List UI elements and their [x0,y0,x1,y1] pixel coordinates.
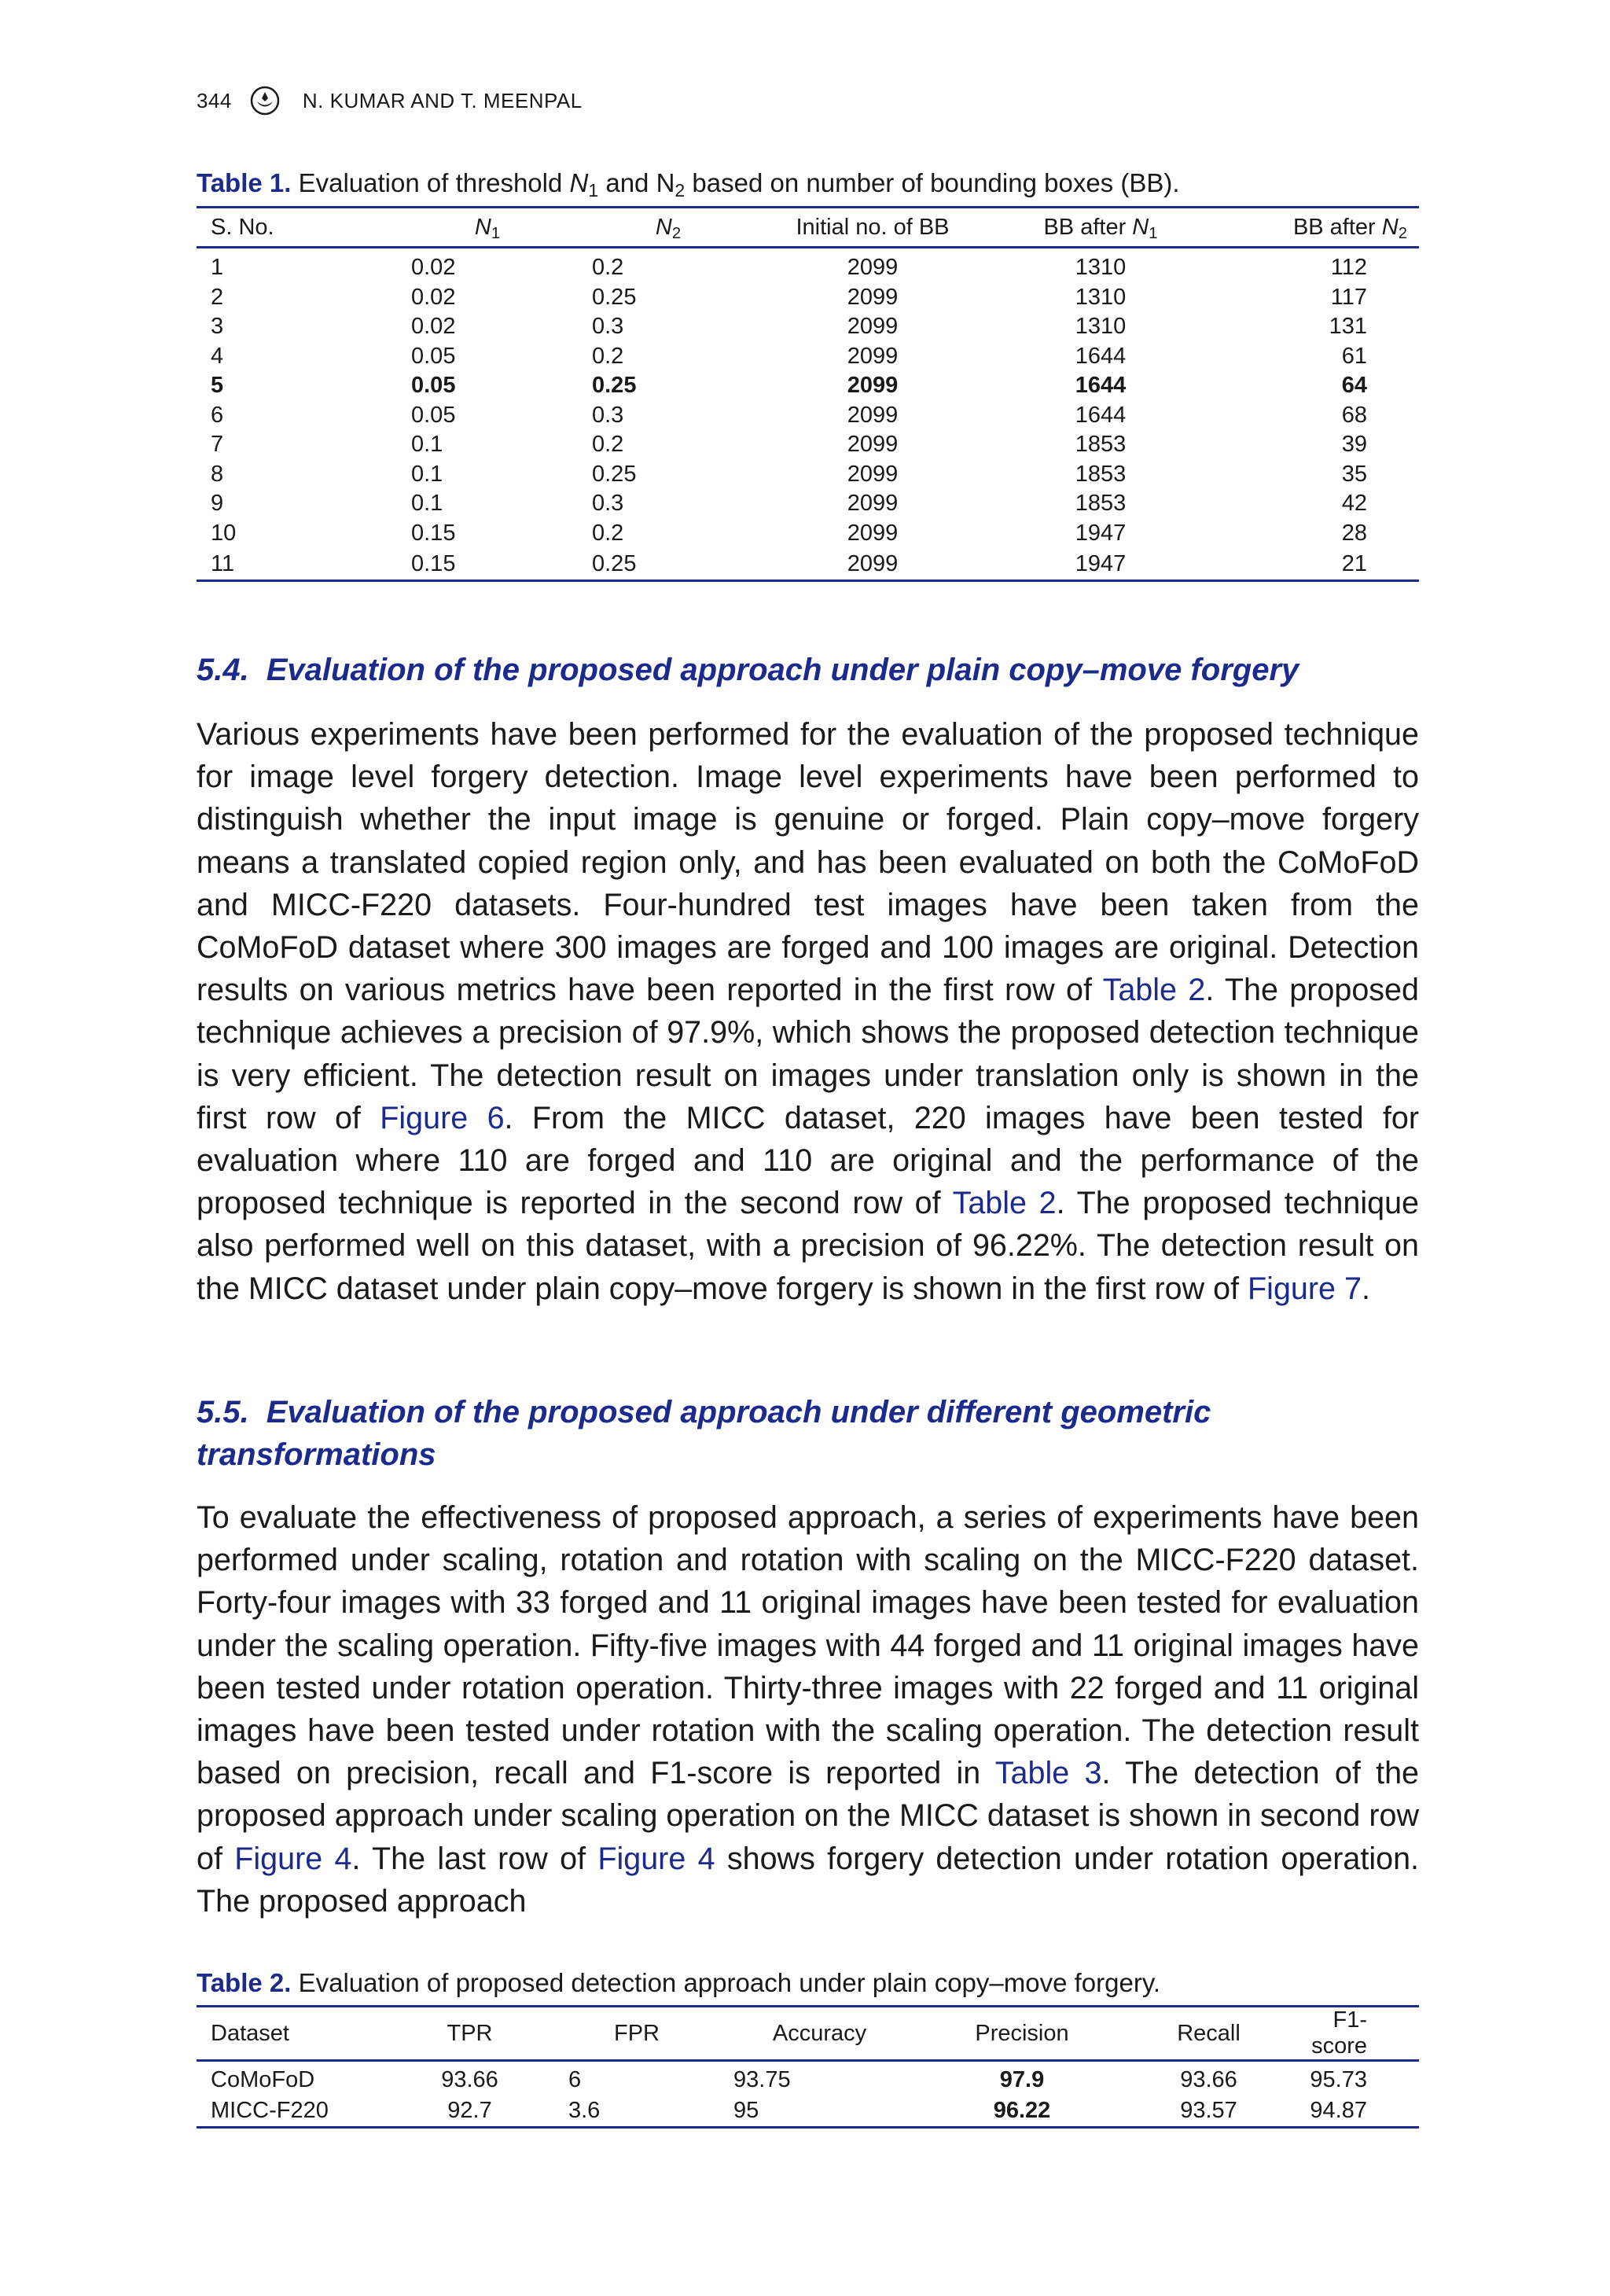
table-row [197,2061,1419,2095]
table1-caption: Table 1. Evaluation of threshold $N_1$ and $N_2$ based on number of bounding boxes (BB). [197,168,1180,201]
table-cell: 3 [211,314,224,340]
table-cell: 1853 [1075,461,1127,487]
col-sno: S. No. [197,208,397,248]
table-cell: 42 [1341,491,1367,517]
section-5-4-paragraph: Various experiments have been performed for the evaluation of the proposed technique for image level forgery detection. Image level experiments have been performed to distinguish whether the input image is genuine or forged. Plain copy–move forgery means a translated copied region only, and has been evaluated on both the CoMoFoD and MICC-F220 datasets. Four-hundred test images have been taken from the CoMoFoD dataset where 300 images are forged and 100 images are original. Detection results on various metrics have been reported in the first row of Table 2. The proposed technique achieves a precision of 97.9%, which shows the proposed detection technique is very efficient. The detection result on images under translation only is shown in the first row of Figure 6. From the MICC dataset, 220 images have been tested for evaluation where 110 are forged and 110 are original and the performance of the proposed technique is reported in the second row of Table 2. The proposed technique also performed well on this dataset, with a precision of 96.22%. The detection result on the MICC dataset under plain copy–move forgery is shown in the first row of Figure 7. [197,717,1420,1306]
table-cell: 35 [1341,461,1367,487]
table-row [197,248,1419,283]
page-number: 344 [197,88,232,112]
table-row [197,430,1419,460]
table-cell: 95.73 [1310,2067,1367,2092]
table-cell: 0.2 [592,255,624,281]
table-cell: 2099 [847,402,899,428]
table-cell: 1947 [1075,520,1127,546]
column-header: Accuracy [719,2007,920,2061]
table-cell: 0.05 [411,343,456,369]
table-cell: CoMoFoD [211,2067,315,2092]
table-cell: 11 [197,548,397,581]
table-row [197,283,1419,313]
table-cell: 39 [1341,432,1367,458]
table-cell: 2099 [847,255,899,281]
table-cell: 1853 [1075,432,1127,458]
table-2-link[interactable]: Table 2 [952,1186,1057,1221]
table-cell: 0.1 [411,491,443,517]
table-cell: 28 [1341,520,1367,546]
col-bb-after-n2: BB after $N_2$ [1215,208,1419,248]
table-cell: 1947 [987,548,1215,581]
detection-results-table [197,2005,1419,2129]
table-cell: 6 [568,2067,582,2092]
table-cell: 93.75 [733,2067,791,2092]
table-cell: 0.2 [592,520,624,546]
table-row [197,312,1419,342]
table-cell: 2099 [847,461,899,487]
table-cell: 0.1 [411,432,443,458]
column-header: FPR [554,2007,719,2061]
col-initial-bb: Initial no. of BB [759,208,987,248]
table-cell: 2099 [847,314,899,340]
table-row [197,401,1419,431]
table-cell: 0.3 [592,402,624,428]
table2-caption: Table 2. Evaluation of proposed detection approach under plain copy–move forgery. [197,1968,1161,1997]
table-cell: 97.9 [999,2067,1045,2092]
table-cell: 0.2 [592,432,624,458]
table-cell: 1310 [1075,284,1127,310]
table-cell: 1310 [1075,255,1127,281]
table-2-link[interactable]: Table 2 [1102,973,1206,1008]
table-cell: 5 [211,373,224,399]
column-header: Recall [1124,2007,1293,2061]
table-cell: 1 [211,255,224,281]
table-cell: 93.57 [1124,2095,1293,2128]
table-cell: 8 [211,461,224,487]
table-cell: 96.22 [920,2095,1124,2128]
table-row [197,371,1419,401]
table-cell: 1644 [1075,343,1127,369]
publisher-logo-icon [249,85,281,116]
figure-7-link[interactable]: Figure 7 [1248,1271,1362,1306]
table-cell: 2099 [759,548,987,581]
column-header: Precision [920,2007,1124,2061]
table-cell: 2099 [847,520,899,546]
table-header-row [197,2007,1419,2061]
running-head-authors: N. KUMAR AND T. MEENPAL [302,88,583,112]
table-row [197,548,1419,581]
table-cell: 3.6 [554,2095,719,2128]
table-cell: 7 [211,432,224,458]
table-cell: 2099 [847,432,899,458]
table-cell: 2099 [847,373,899,399]
table-cell: 61 [1341,343,1367,369]
table-row [197,519,1419,549]
col-n1: $N_1$ [397,208,578,248]
table-cell: 1310 [1075,314,1127,340]
section-5-5-paragraph: To evaluate the effectiveness of proposed approach, a series of experiments have been performed under scaling, rotation and rotation with scaling on the MICC-F220 dataset. Forty-four images with 33 forged and 11 original images have been tested for evaluation under the scaling operation. Fifty-five images with 44 forged and 11 original images have been tested under rotation operation. Thirty-three images with 22 forged and 11 original images have been tested under rotation with the scaling operation. The detection result based on precision, recall and F1-score is reported in Table 3. The detection of the proposed approach under scaling operation on the MICC dataset is shown in second row of Figure 4. The last row of Figure 4 shows forgery detection under rotation operation. The proposed approach [197,1500,1420,1919]
col-bb-after-n1: BB after $N_1$ [987,208,1215,248]
table-cell: 0.25 [592,284,637,310]
table-cell: 0.3 [592,491,624,517]
figure-6-link[interactable]: Figure 6 [380,1100,505,1135]
table-cell: 1644 [1075,373,1127,399]
table-cell: 68 [1341,402,1367,428]
table-cell: 2099 [847,491,899,517]
table-cell: 0.02 [411,284,456,310]
table-row [197,2095,1419,2128]
table-cell: 2099 [847,284,899,310]
table-cell: 6 [211,402,224,428]
table-cell: 93.66 [441,2067,498,2092]
table-cell: 0.15 [397,548,578,581]
table-cell: 0.05 [411,402,456,428]
table-cell: 0.05 [411,373,456,399]
table-3-link[interactable]: Table 3 [994,1756,1102,1791]
table-cell: 9 [211,491,224,517]
table-cell: 0.2 [592,343,624,369]
figure-4-link[interactable]: Figure 4 [234,1841,352,1876]
table-row [197,489,1419,519]
col-n2: $N_2$ [578,208,759,248]
table-cell: 94.87 [1293,2095,1419,2128]
table-cell: 93.66 [1180,2067,1237,2092]
table-cell: 64 [1341,373,1367,399]
table-cell: 10 [211,520,237,546]
table-cell: 131 [1329,314,1367,340]
table-row [197,342,1419,372]
table-row [197,460,1419,490]
section-5-5-heading: 5.5. Evaluation of the proposed approach under different geometric transformations [197,1395,1211,1472]
table-cell: 0.25 [578,548,759,581]
table-cell: 0.02 [411,314,456,340]
table-cell: MICC-F220 [197,2095,385,2128]
column-header: TPR [385,2007,554,2061]
table-cell: 1853 [1075,491,1127,517]
table-cell: 0.1 [411,461,443,487]
table-cell: 0.25 [592,373,637,399]
column-header: F1-score [1293,2007,1419,2061]
table-cell: 1644 [1075,402,1127,428]
running-head [197,85,583,116]
table-cell: 112 [1330,255,1367,281]
table-cell: 0.3 [592,314,624,340]
table-header-row [197,208,1419,248]
table-cell: 95 [719,2095,920,2128]
table-cell: 21 [1215,548,1419,581]
table-cell: 2099 [847,343,899,369]
table-cell: 0.15 [411,520,456,546]
table-cell: 4 [211,343,224,369]
table-cell: 0.02 [411,255,456,281]
section-5-4-heading: 5.4. Evaluation of the proposed approach under plain copy–move forgery [197,653,1299,687]
table-cell: 2 [211,284,224,310]
threshold-table [197,206,1419,582]
figure-4-link[interactable]: Figure 4 [597,1841,715,1876]
column-header: Dataset [197,2007,385,2061]
table-cell: 0.25 [592,461,637,487]
table-cell: 92.7 [385,2095,554,2128]
table-cell: 117 [1330,284,1367,310]
